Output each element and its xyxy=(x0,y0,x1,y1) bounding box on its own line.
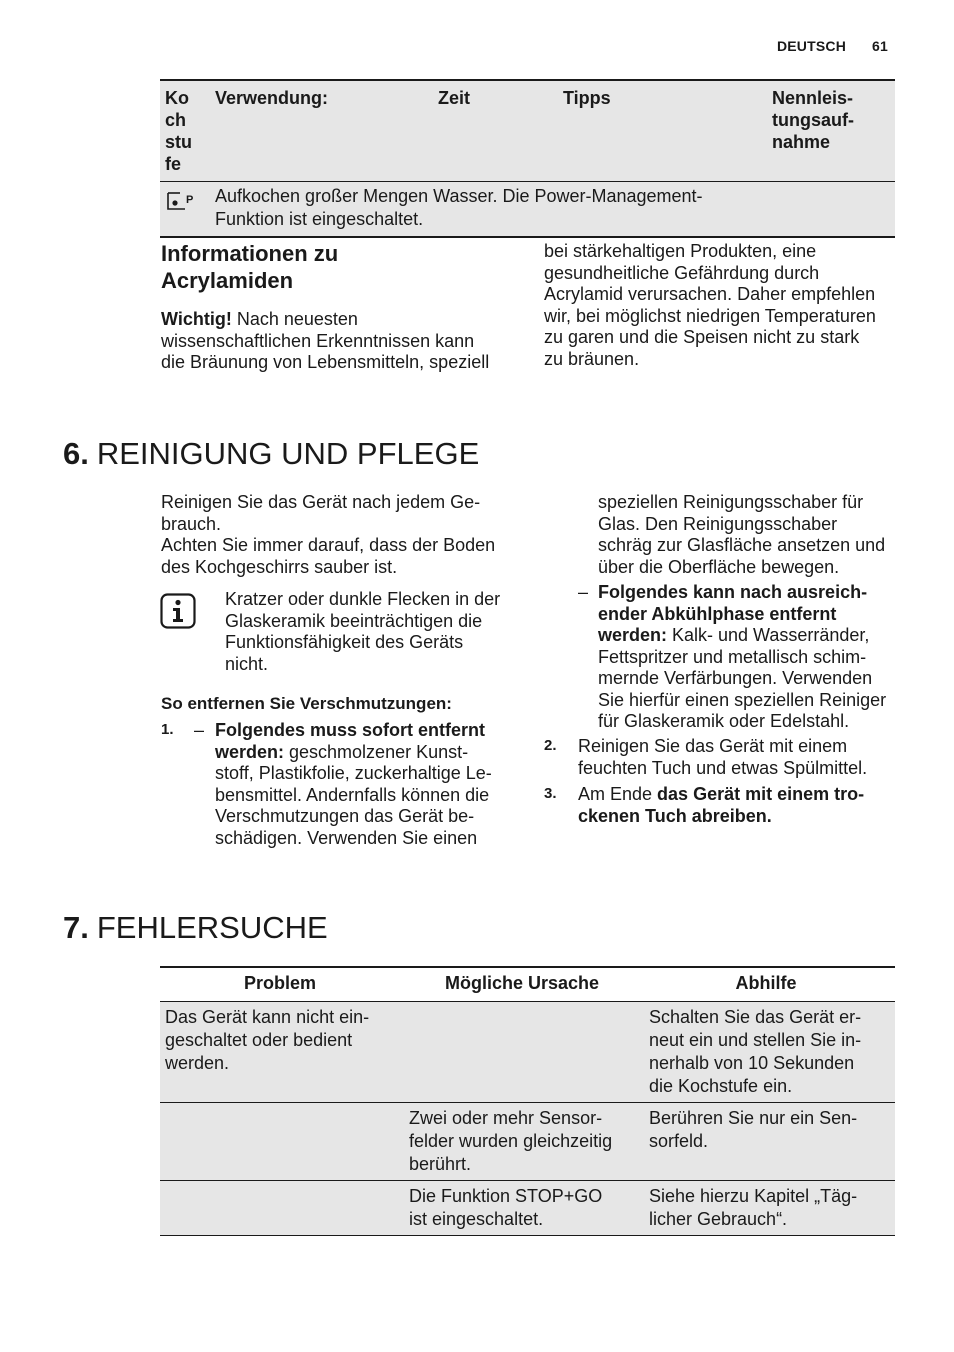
power-boost-icon xyxy=(166,190,192,212)
cause-cell: Die Funktion STOP+GO ist eingeschaltet. xyxy=(409,1186,603,1229)
list-dash: – xyxy=(194,720,205,740)
language-label: DEUTSCH xyxy=(776,38,847,54)
table-header-row xyxy=(160,968,895,1002)
list-dash: – xyxy=(578,582,589,602)
header-verwendung: Verwendung: xyxy=(215,88,329,108)
cause-cell: Zwei oder mehr Sensor- felder wurden gleichzeitig berührt. xyxy=(409,1108,613,1174)
list-item: Folgendes muss sofort entfernt werden: geschmolzener Kunst- stoff, Plastikfolie, zuckerhaltige Le- bensmittel. Andernfalls können die Verschmutzungen das Gerät be- schädigen. Verwenden Sie einen xyxy=(215,720,492,848)
header-cause: Mögliche Ursache xyxy=(444,973,600,993)
info-note: Kratzer oder dunkle Flecken in der Glaskeramik beeinträchtigen die Funktionsfähigkeit des Geräts nicht. xyxy=(225,589,501,674)
info-icon xyxy=(160,593,196,629)
table-row xyxy=(160,182,895,238)
section-title: REINIGUNG UND PFLEGE xyxy=(96,436,480,471)
list-item: Reinigen Sie das Gerät mit einem feuchten Tuch und etwas Spülmittel. xyxy=(578,736,868,778)
header-tipps: Tipps xyxy=(563,88,611,108)
acrylamide-left-text: Wichtig! Nach neuesten wissenschaftlichen Erkenntnissen kann die Bräunung von Lebensmitteln, speziell xyxy=(161,309,490,372)
table-row xyxy=(160,1103,895,1181)
table-row xyxy=(160,1002,895,1103)
cleaning-list-heading: So entfernen Sie Verschmutzungen: xyxy=(161,694,452,713)
problem-cell: Das Gerät kann nicht ein- geschaltet oder bedient werden. xyxy=(165,1007,370,1073)
important-label: Wichtig! xyxy=(161,309,232,329)
list-number-3: 3. xyxy=(544,785,557,802)
cleaning-intro: Reinigen Sie das Gerät nach jedem Ge- brauch. Achten Sie immer darauf, dass der Boden des Kochgeschirrs sauber ist. xyxy=(161,492,496,577)
header-nennleistung: Nennleis- tungsauf- nahme xyxy=(772,88,854,152)
header-zeit: Zeit xyxy=(438,88,471,108)
list-number-2: 2. xyxy=(544,737,557,754)
header-remedy: Abhilfe xyxy=(735,973,797,993)
list-item: Folgendes kann nach ausreich- ender Abkühlphase entfernt werden: Kalk- und Wasserränder, Fettspritzer und metallisch schim- mernde Verfärbungen. Verwenden Sie hierfür einen speziellen Reiniger für Glaskeramik oder Edelstahl. xyxy=(598,582,887,731)
svg-text:P: P xyxy=(186,194,194,206)
troubleshooting-table xyxy=(160,966,895,1236)
list-item-continuation: speziellen Reinigungsschaber für Glas. Den Reinigungsschaber schräg zur Glasfläche ansetzen und über die Oberfläche bewegen. xyxy=(598,492,886,577)
list-item: Am Ende das Gerät mit einem tro- ckenen Tuch abreiben. xyxy=(578,784,865,826)
remedy-cell: Berühren Sie nur ein Sen- sorfeld. xyxy=(649,1108,858,1151)
list-number-1: 1. xyxy=(161,721,174,738)
remedy-cell: Siehe hierzu Kapitel „Täg- licher Gebrauch“. xyxy=(649,1186,858,1229)
table-header-row xyxy=(160,81,895,182)
page-number: 61 xyxy=(872,38,888,54)
cooking-level-table xyxy=(160,79,895,238)
section-7-heading xyxy=(63,910,328,946)
table-row xyxy=(160,1181,895,1236)
header-kochstufe: Ko ch stu fe xyxy=(165,88,192,174)
page-header xyxy=(777,38,888,54)
usage-text: Aufkochen großer Mengen Wasser. Die Power-Management- Funktion ist eingeschaltet. xyxy=(215,186,703,229)
section-number: 7. xyxy=(63,910,89,945)
acrylamide-title: Informationen zu Acrylamiden xyxy=(161,241,339,293)
acrylamide-right-text: bei stärkehaltigen Produkten, eine gesundheitliche Gefährdung durch Acrylamid verursachen. Daher empfehlen wir, bei möglichst niedrigen Temperaturen zu garen und die Speisen nicht zu stark zu bräunen. xyxy=(544,241,876,369)
section-6-heading xyxy=(63,436,479,472)
section-number: 6. xyxy=(63,436,89,471)
header-problem: Problem xyxy=(243,973,317,993)
remedy-cell: Schalten Sie das Gerät er- neut ein und stellen Sie in- nerhalb von 10 Sekunden die Kochstufe ein. xyxy=(649,1007,862,1096)
section-title: FEHLERSUCHE xyxy=(96,910,328,945)
